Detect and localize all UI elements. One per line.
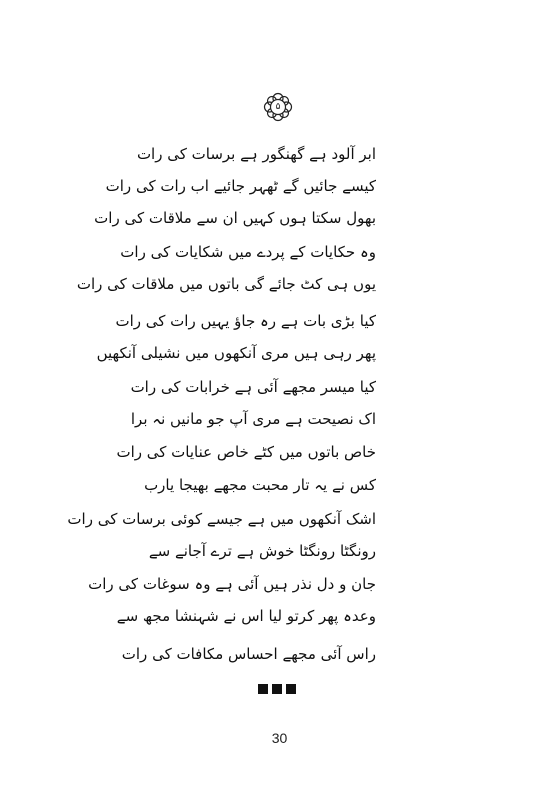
- verse-line: اشک آنکھوں میں ہے جیسے کوئی برسات کی رات: [67, 510, 376, 528]
- verse-line: جان و دل نذر ہیں آئی ہے وہ سوغات کی رات: [88, 575, 376, 593]
- verse-line: راس آئی مجھے احساس مکافات کی رات: [121, 645, 376, 663]
- verse-line: خاص باتوں میں کٹے خاص عنایات کی رات: [116, 443, 376, 461]
- ornament-number: ۵: [275, 102, 281, 112]
- verse-line: کیا میسر مجھے آئی ہے خرابات کی رات: [130, 378, 376, 396]
- verse-line: کس نے یہ تار محبت مجھے بھیجا یارب: [144, 476, 376, 494]
- verse-line: بھول سکتا ہوں کہیں ان سے ملاقات کی رات: [94, 209, 376, 227]
- end-square-icon: [272, 684, 282, 694]
- verse-line: وعدہ پھر کرتو لیا اس نے شہنشا مجھ سے: [116, 607, 376, 625]
- verse-line: پھر رہی ہیں مری آنکھوں میں نشیلی آنکھیں: [96, 344, 376, 362]
- verse-line: رونگٹا رونگٹا خوش ہے ترے آجانے سے: [148, 542, 376, 560]
- verse-line: کیسے جائیں گے ٹھہر جائیے اب رات کی رات: [105, 177, 376, 195]
- verse-line: یوں ہی کٹ جائے گی باتوں میں ملاقات کی رات: [76, 275, 376, 293]
- verse-line: کیا بڑی بات ہے رہ جاؤ یہیں رات کی رات: [115, 312, 376, 330]
- verse-line: اک نصیحت ہے مری آپ جو مانیں نہ برا: [130, 410, 376, 428]
- end-square-icon: [258, 684, 268, 694]
- verse-line: ابر آلود ہے گھنگور ہے برسات کی رات: [136, 145, 376, 163]
- section-end-mark: [258, 684, 296, 694]
- page-number: 30: [271, 730, 288, 746]
- verse-line: وہ حکایات کے پردے میں شکایات کی رات: [120, 243, 376, 261]
- end-square-icon: [286, 684, 296, 694]
